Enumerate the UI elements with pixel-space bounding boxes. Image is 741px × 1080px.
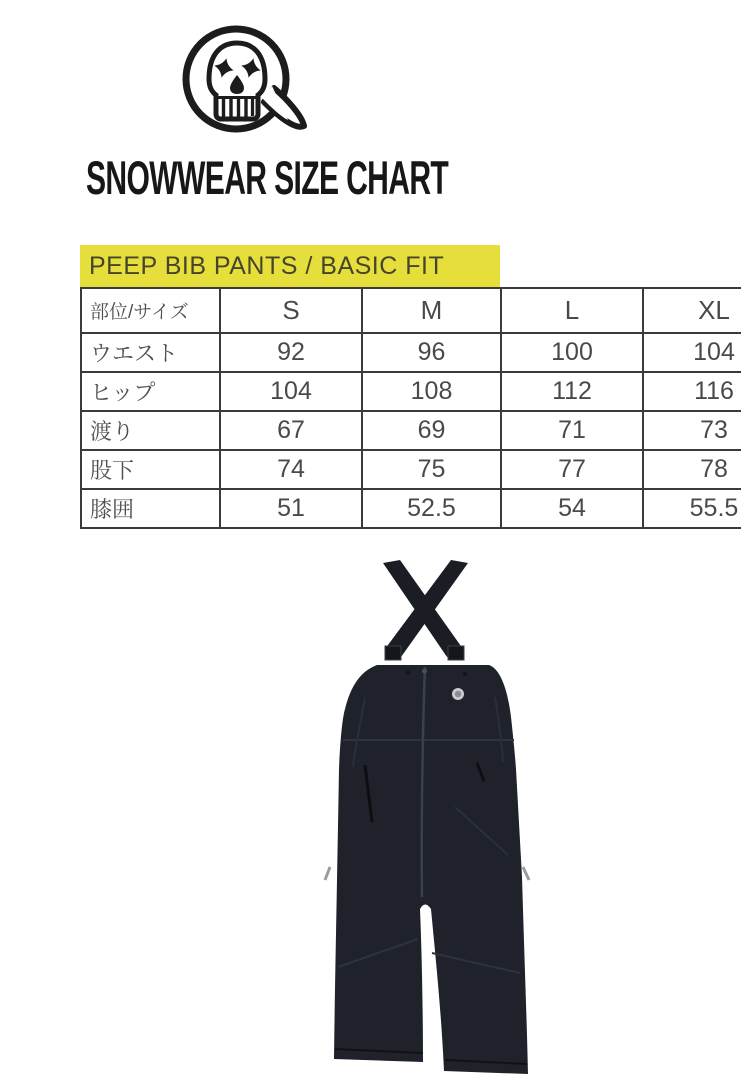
size-chart-table bbox=[80, 287, 741, 529]
header-size-xl: XL bbox=[643, 288, 741, 333]
product-label-highlight bbox=[80, 245, 500, 287]
header-size-m: M bbox=[362, 288, 501, 333]
size-value: 73 bbox=[643, 411, 741, 450]
header-part-size: 部位/サイズ bbox=[81, 288, 220, 333]
measurement-label: 股下 bbox=[81, 450, 220, 489]
bib-pants-image bbox=[305, 557, 535, 1080]
size-value: 75 bbox=[362, 450, 501, 489]
size-value: 55.5 bbox=[643, 489, 741, 528]
measurement-label: 渡り bbox=[81, 411, 220, 450]
header-size-s: S bbox=[220, 288, 362, 333]
size-value: 104 bbox=[643, 333, 741, 372]
size-value: 116 bbox=[643, 372, 741, 411]
size-value: 104 bbox=[220, 372, 362, 411]
size-value: 51 bbox=[220, 489, 362, 528]
size-value: 77 bbox=[501, 450, 643, 489]
table-row-inseam bbox=[81, 450, 741, 489]
table-header-row bbox=[81, 288, 741, 333]
size-value: 52.5 bbox=[362, 489, 501, 528]
product-photo-bib-pants bbox=[305, 557, 535, 1080]
measurement-label: ヒップ bbox=[81, 372, 220, 411]
size-value: 67 bbox=[220, 411, 362, 450]
size-value: 78 bbox=[643, 450, 741, 489]
size-value: 108 bbox=[362, 372, 501, 411]
size-value: 96 bbox=[362, 333, 501, 372]
table-row-thigh bbox=[81, 411, 741, 450]
table-row-knee bbox=[81, 489, 741, 528]
page-title: SNOWWEAR SIZE CHART bbox=[86, 151, 449, 204]
size-value: 71 bbox=[501, 411, 643, 450]
measurement-label: 膝囲 bbox=[81, 489, 220, 528]
size-value: 54 bbox=[501, 489, 643, 528]
table-row-hip bbox=[81, 372, 741, 411]
skull-speech-bubble-icon bbox=[176, 24, 312, 142]
product-label: PEEP BIB PANTS / BASIC FIT bbox=[89, 251, 445, 280]
size-value: 100 bbox=[501, 333, 643, 372]
size-value: 74 bbox=[220, 450, 362, 489]
header-size-l: L bbox=[501, 288, 643, 333]
size-value: 69 bbox=[362, 411, 501, 450]
measurement-label: ウエスト bbox=[81, 333, 220, 372]
size-value: 112 bbox=[501, 372, 643, 411]
table-row-waist bbox=[81, 333, 741, 372]
brand-logo bbox=[176, 24, 312, 142]
size-value: 92 bbox=[220, 333, 362, 372]
